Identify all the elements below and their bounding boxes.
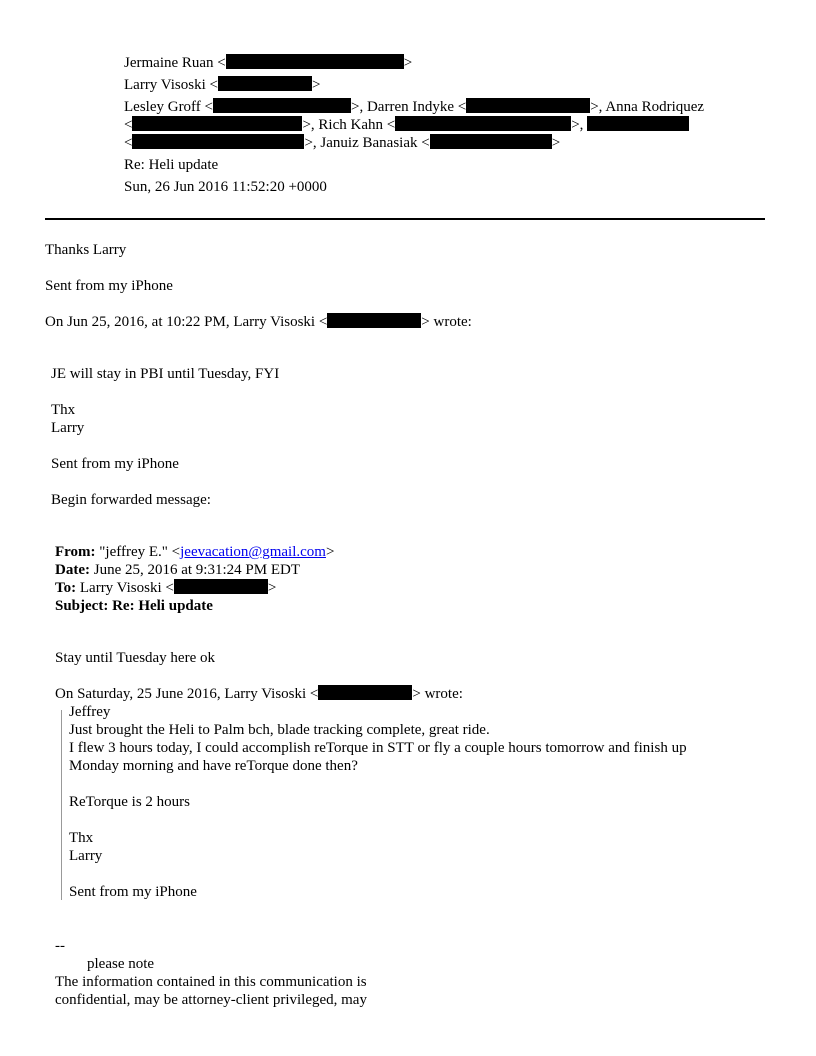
fwd-date-label: Date:	[55, 562, 90, 578]
fwd-to-text: >	[267, 580, 277, 596]
body-thanks: Thanks Larry	[45, 242, 127, 258]
fwd-from-text: >	[325, 544, 335, 560]
body-sent-from-iphone-2: Sent from my iPhone	[51, 456, 179, 472]
redaction-block	[587, 116, 689, 131]
fwd-on-saturday	[55, 685, 463, 703]
redaction-block	[218, 76, 312, 91]
quote-retorque: ReTorque is 2 hours	[69, 794, 191, 810]
fwd-subject-value: Re: Heli update	[112, 598, 213, 614]
fwd-stay: Stay until Tuesday here ok	[55, 650, 215, 666]
body-sent-from-iphone: Sent from my iPhone	[45, 278, 173, 294]
body-je-stay: JE will stay in PBI until Tuesday, FYI	[51, 366, 280, 382]
body-thx: Thx	[51, 402, 76, 418]
redaction-block	[466, 98, 590, 113]
cc-value-line-1	[124, 98, 704, 116]
cc-text: >	[551, 135, 561, 151]
to-value	[124, 76, 320, 94]
to-close: >	[311, 77, 321, 93]
footer-info-2: confidential, may be attorney-client privileged, may	[55, 992, 367, 1008]
to-name: Larry Visoski <	[124, 77, 218, 93]
fwd-subject-row	[55, 597, 213, 615]
fwd-from-label: From:	[55, 544, 96, 560]
quote-thx: Thx	[69, 830, 94, 846]
cc-value-line-2	[124, 116, 689, 134]
redaction-block	[430, 134, 552, 149]
quote-line-2: I flew 3 hours today, I could accomplish reTorque in STT or fly a couple hours tomorrow and finish up	[69, 740, 687, 756]
cc-text: >, Rich Kahn <	[302, 117, 396, 133]
fwd-from-email-link[interactable]: jeevacation@gmail.com	[180, 544, 326, 560]
cc-text: <	[124, 135, 133, 151]
redaction-block	[132, 134, 304, 149]
from-name: Jermaine Ruan <	[124, 55, 226, 71]
cc-value-line-3	[124, 134, 560, 152]
cc-text: <	[124, 117, 133, 133]
fwd-subject-label: Subject:	[55, 598, 109, 614]
quote-sent: Sent from my iPhone	[69, 884, 197, 900]
cc-text: >, Darren Indyke <	[351, 99, 467, 115]
body-on-wrote	[45, 313, 472, 331]
fwd-to-label: To:	[55, 580, 77, 596]
fwd-from-text: "jeffrey E." <	[99, 544, 181, 560]
cc-text: >,	[571, 117, 584, 133]
redaction-block	[174, 579, 268, 594]
from-close: >	[403, 55, 413, 71]
footer-dashes: --	[55, 938, 65, 954]
subject-value: Re: Heli update	[124, 157, 219, 173]
quote-line-3: Monday morning and have reTorque done then?	[69, 758, 358, 774]
cc-text: >, Anna Rodriquez	[590, 99, 705, 115]
on-wrote-text: On Jun 25, 2016, at 10:22 PM, Larry Visoski <	[45, 314, 328, 330]
header-divider	[45, 218, 765, 220]
footer-please-note: please note	[87, 956, 155, 972]
body-larry: Larry	[51, 420, 85, 436]
redaction-block	[213, 98, 351, 113]
footer-info-1: The information contained in this communication is	[55, 974, 367, 990]
on-sat-text: > wrote:	[412, 686, 463, 702]
fwd-date-row	[55, 561, 300, 579]
fwd-to-text: Larry Visoski <	[79, 580, 174, 596]
redaction-block	[395, 116, 571, 131]
fwd-from-row	[55, 543, 334, 561]
quote-jeffrey: Jeffrey	[69, 704, 111, 720]
cc-text: Lesley Groff <	[124, 99, 213, 115]
body-begin-forwarded: Begin forwarded message:	[51, 492, 211, 508]
redaction-block	[318, 685, 412, 700]
fwd-date-value: June 25, 2016 at 9:31:24 PM EDT	[93, 562, 300, 578]
redaction-block	[132, 116, 302, 131]
on-wrote-text: > wrote:	[421, 314, 472, 330]
from-value	[124, 54, 412, 72]
quote-bar	[61, 710, 62, 900]
on-sat-text: On Saturday, 25 June 2016, Larry Visoski <	[55, 686, 319, 702]
fwd-to-row	[55, 579, 276, 597]
redaction-block	[226, 54, 404, 69]
quote-larry: Larry	[69, 848, 103, 864]
cc-text: >, Januiz Banasiak <	[304, 135, 430, 151]
redaction-block	[327, 313, 421, 328]
quote-line-1: Just brought the Heli to Palm bch, blade tracking complete, great ride.	[69, 722, 490, 738]
date-value: Sun, 26 Jun 2016 11:52:20 +0000	[124, 179, 327, 195]
